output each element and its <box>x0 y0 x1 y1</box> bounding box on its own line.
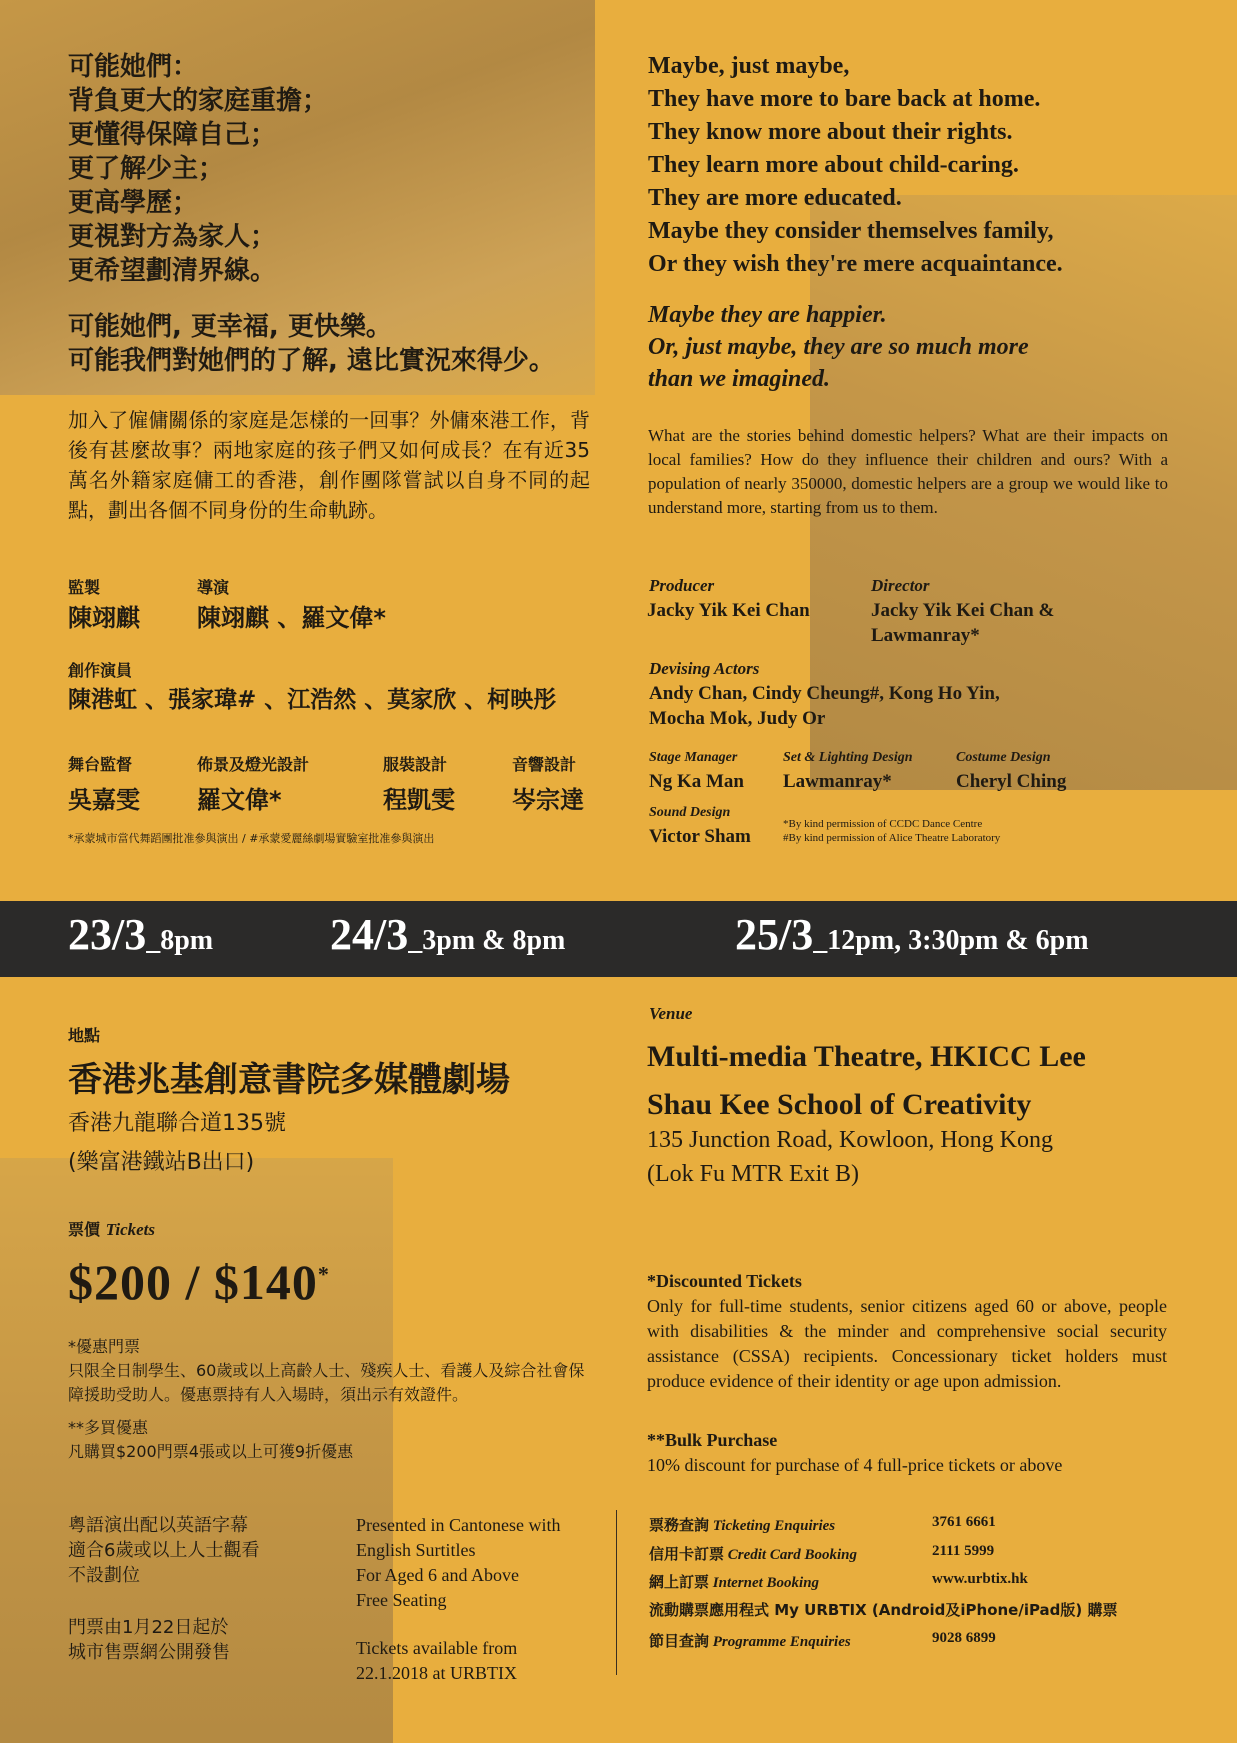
enquiry-internet <box>649 1571 1028 1592</box>
footer-en <box>356 1513 560 1613</box>
intro-en-paragraph: What are the stories behind domestic helpers? What are their impacts on local families? How do they influence their children and ours? With a population of nearly 350000, domestic helpers are a group we would like to understand more, starting from us to them. <box>648 426 1168 517</box>
producer-label-zh: 監製 <box>68 578 101 597</box>
date-3: 25/3_12pm, 3:30pm & 6pm <box>735 910 1089 959</box>
footer-en-line: For Aged 6 and Above <box>356 1565 519 1585</box>
stage-zh: 吳嘉雯 <box>68 786 140 814</box>
venue-address-en <box>647 1123 1053 1191</box>
intro-zh-line: 背負更大的家庭重擔； <box>68 86 329 116</box>
enquiry-programme-zh: 節目查詢 <box>649 1632 710 1650</box>
intro-en-italic-line: Maybe they are happier. <box>648 302 887 328</box>
enquiry-internet-en: Internet Booking <box>712 1575 820 1591</box>
intro-en-line: Maybe, just maybe, <box>648 53 850 79</box>
footer-zh-sale <box>68 1615 230 1665</box>
intro-en-line: They know more about their rights. <box>648 119 1013 145</box>
costume-label-zh: 服裝設計 <box>383 755 448 774</box>
bulk-text-zh: 凡購買$200門票4張或以上可獲9折優惠 <box>68 1442 354 1461</box>
actors-label-en: Devising Actors <box>649 659 760 678</box>
venue-name-en <box>647 1033 1086 1129</box>
intro-en-italic <box>648 299 1228 395</box>
intro-en-line: They have more to bare back at home. <box>648 86 1041 112</box>
producer-label-en: Producer <box>649 576 715 595</box>
enquiry-internet-zh: 網上訂票 <box>649 1573 710 1591</box>
intro-en-line: They learn more about child-caring. <box>648 152 1019 178</box>
intro-zh-line: 更視對方為家人； <box>68 222 277 252</box>
intro-en-line: Or they wish they're mere acquaintance. <box>648 251 1063 277</box>
intro-zh-paragraph: 加入了僱傭關係的家庭是怎樣的一回事？外傭來港工作，背後有甚麼故事？兩地家庭的孩子們又如何成長？在有近35萬名外籍家庭傭工的香港，創作團隊嘗試以自身不同的起點，劃出各個不同身份的生命軌跡。 <box>68 408 590 522</box>
venue-mtr-zh: (樂富港鐵站B出口) <box>68 1150 255 1175</box>
venue-address-en-line: 135 Junction Road, Kowloon, Hong Kong <box>647 1127 1053 1153</box>
date-3-date: 25/3 <box>735 910 814 959</box>
intro-zh-lines <box>68 50 588 288</box>
discount-zh <box>68 1335 598 1407</box>
intro-zh-line: 更懂得保障自己； <box>68 120 277 150</box>
venue-name-en-line: Multi-media Theatre, HKICC Lee <box>647 1040 1086 1073</box>
permission-note-zh: *承蒙城市當代舞蹈團批准參與演出 / #承蒙愛麗絲劇場實驗室批准參與演出 <box>68 832 435 845</box>
costume-label-en: Costume Design <box>956 750 1051 765</box>
sound-label-en: Sound Design <box>649 805 731 820</box>
bulk-en <box>647 1428 1167 1478</box>
permission-note-en-line: *By kind permission of CCDC Dance Centre <box>783 818 983 830</box>
venue-mtr-en: (Lok Fu MTR Exit B) <box>647 1161 860 1187</box>
director-en-line: Jacky Yik Kei Chan & <box>871 600 1055 621</box>
footer-zh-line: 適合6歲或以上人士觀看 <box>68 1540 260 1561</box>
date-2-time: 3pm & 8pm <box>422 925 566 956</box>
discount-en <box>647 1269 1167 1394</box>
footer-zh <box>68 1513 259 1588</box>
intro-en-line: Maybe they consider themselves family, <box>648 218 1054 244</box>
tickets-label <box>68 1217 155 1240</box>
director-label-zh: 導演 <box>197 578 230 597</box>
date-1-date: 23/3 <box>68 910 147 959</box>
set-label-en: Set & Lighting Design <box>783 750 913 765</box>
director-en <box>871 598 1054 648</box>
sound-label-zh: 音響設計 <box>512 755 577 774</box>
costume-zh: 程凱雯 <box>383 786 455 814</box>
date-3-time: 12pm, 3:30pm & 6pm <box>827 925 1089 956</box>
intro-en-line: They are more educated. <box>648 185 902 211</box>
venue-label-en: Venue <box>649 1004 693 1023</box>
actors-label-zh: 創作演員 <box>68 661 133 680</box>
footer-en-sale <box>356 1636 517 1686</box>
footer-zh-line: 不設劃位 <box>68 1565 140 1586</box>
producer-en: Jacky Yik Kei Chan <box>647 600 810 621</box>
enquiry-credit-card-zh: 信用卡訂票 <box>649 1545 725 1563</box>
footer-en-line: Free Seating <box>356 1590 447 1610</box>
enquiry-ticketing-value: 3761 6661 <box>932 1514 996 1530</box>
intro-zh-line: 可能她們： <box>68 52 199 82</box>
enquiry-credit-card <box>649 1543 995 1564</box>
intro-en-italic-line: than we imagined. <box>648 366 831 392</box>
venue-address-zh: 香港九龍聯合道135號 <box>68 1111 286 1136</box>
ticket-price-value: $200 / $140 <box>68 1254 318 1310</box>
bulk-label-en: **Bulk Purchase <box>647 1430 778 1450</box>
venue-name-en-line: Shau Kee School of Creativity <box>647 1088 1032 1121</box>
date-1-time: 8pm <box>160 925 214 956</box>
enquiry-app <box>649 1599 1118 1620</box>
enquiry-ticketing-en: Ticketing Enquiries <box>712 1518 836 1534</box>
venue-label-zh: 地點 <box>68 1026 101 1045</box>
footer-en-line: English Surtitles <box>356 1540 476 1560</box>
tickets-label-en: Tickets <box>105 1220 155 1239</box>
footer-en-sale-line: Tickets available from <box>356 1638 518 1658</box>
permission-note-en-line: #By kind permission of Alice Theatre Laboratory <box>783 832 1001 844</box>
intro-en-lines <box>648 50 1228 281</box>
bulk-zh <box>68 1416 598 1464</box>
producer-zh: 陳翊麒 <box>68 604 140 632</box>
discount-label-zh: *優惠門票 <box>68 1337 141 1356</box>
enquiry-credit-card-en: Credit Card Booking <box>727 1547 857 1563</box>
stage-en: Ng Ka Man <box>649 771 744 792</box>
enquiry-app-zh: 流動購票應用程式 My URBTIX (Android及iPhone/iPad版) 購票 <box>649 1601 1118 1619</box>
footer-en-line: Presented in Cantonese with <box>356 1515 561 1535</box>
sound-zh: 岑宗達 <box>512 786 584 814</box>
stage-label-en: Stage Manager <box>649 750 738 765</box>
intro-zh-line: 更希望劃清界線。 <box>68 256 277 286</box>
actors-zh: 陳港虹 、張家瑋# 、江浩然 、莫家欣 、柯映彤 <box>68 687 557 713</box>
enquiry-credit-card-value: 2111 5999 <box>932 1543 995 1559</box>
intro-zh-happier <box>68 310 598 378</box>
date-2: 24/3_3pm & 8pm <box>330 910 566 959</box>
date-1: 23/3_8pm <box>68 910 214 959</box>
intro-en-italic-line: Or, just maybe, they are so much more <box>648 334 1029 360</box>
costume-en: Cheryl Ching <box>956 771 1067 792</box>
actors-en-line: Mocha Mok, Judy Or <box>649 708 826 729</box>
director-en-line: Lawmanray* <box>871 625 980 646</box>
enquiry-internet-value[interactable]: www.urbtix.hk <box>932 1571 1028 1587</box>
ticket-price <box>68 1253 330 1311</box>
actors-en <box>649 681 1000 731</box>
sound-en: Victor Sham <box>649 826 751 847</box>
actors-en-line: Andy Chan, Cindy Cheung#, Kong Ho Yin, <box>649 683 1000 704</box>
footer-zh-sale-line: 門票由1月22日起於 <box>68 1617 229 1638</box>
date-band <box>0 901 1237 977</box>
footer-zh-line: 粵語演出配以英語字幕 <box>68 1515 248 1536</box>
discount-label-en: *Discounted Tickets <box>647 1271 802 1291</box>
stage-label-zh: 舞台監督 <box>68 755 133 774</box>
enquiry-programme-en: Programme Enquiries <box>712 1634 851 1650</box>
discount-text-en: Only for full-time students, senior citizens aged 60 or above, people with disabilities & the minder and comprehensive social security assistance (CSSA) recipients. Concessionary ticket holders must produce evidence of their identity or age upon admission. <box>647 1296 1167 1391</box>
footer-zh-sale-line: 城市售票網公開發售 <box>68 1642 230 1663</box>
enquiry-programme-value: 9028 6899 <box>932 1630 996 1646</box>
director-zh: 陳翊麒 、羅文偉* <box>197 604 386 632</box>
intro-zh-happier-line: 可能她們, 更幸福, 更快樂。 <box>68 312 392 342</box>
enquiry-ticketing <box>649 1514 996 1535</box>
enquiry-programme <box>649 1630 996 1651</box>
intro-zh-happier-line: 可能我們對她們的了解, 遠比實況來得少。 <box>68 346 555 376</box>
permission-note-en <box>783 817 1000 845</box>
enquiry-ticketing-zh: 票務查詢 <box>649 1516 710 1534</box>
footer-divider <box>616 1510 617 1675</box>
intro-zh-line: 更了解少主； <box>68 154 225 184</box>
set-en: Lawmanray* <box>783 771 892 792</box>
director-label-en: Director <box>871 576 930 595</box>
footer-en-sale-line: 22.1.2018 at URBTIX <box>356 1663 517 1683</box>
bulk-text-en: 10% discount for purchase of 4 full-price tickets or above <box>647 1455 1063 1475</box>
set-zh: 羅文偉* <box>197 786 282 814</box>
bulk-label-zh: **多買優惠 <box>68 1418 149 1437</box>
date-2-date: 24/3 <box>330 910 409 959</box>
set-label-zh: 佈景及燈光設計 <box>197 755 310 774</box>
venue-name-zh: 香港兆基創意書院多媒體劇場 <box>68 1060 510 1100</box>
intro-zh-line: 更高學歷； <box>68 188 199 218</box>
tickets-label-zh: 票價 <box>68 1220 101 1239</box>
discount-text-zh: 只限全日制學生、60歲或以上高齡人士、殘疾人士、看護人及綜合社會保障援助受助人。優惠票持有人入場時，須出示有效證件。 <box>68 1361 585 1404</box>
ticket-price-mark: * <box>317 1261 330 1287</box>
